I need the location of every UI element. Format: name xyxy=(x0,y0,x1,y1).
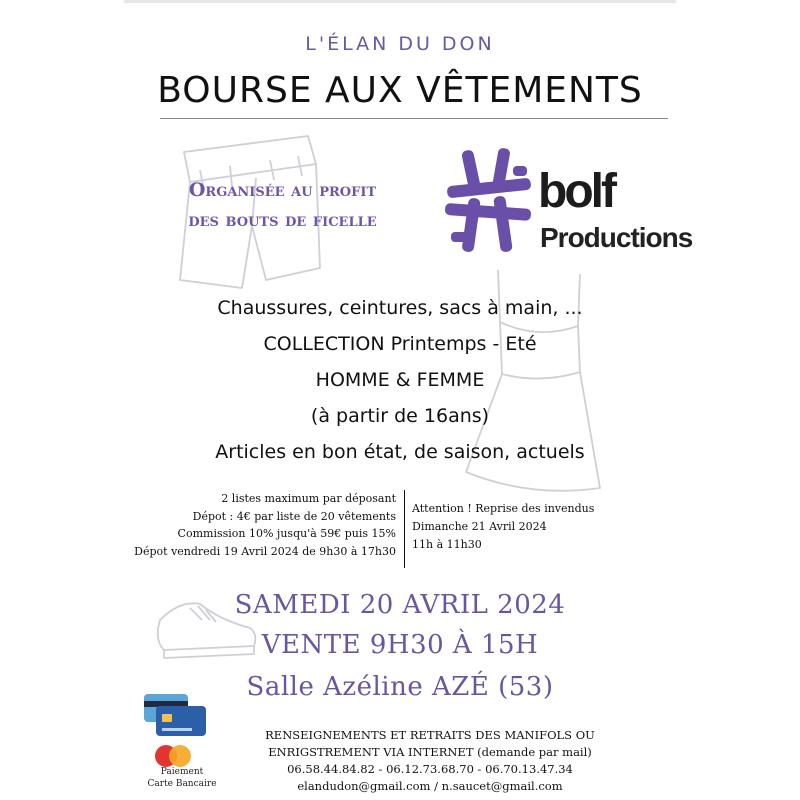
info-line: ENRIGSTREMENT VIA INTERNET (demande par mail) xyxy=(268,745,592,759)
payment-line-2: Carte Bancaire xyxy=(147,779,217,789)
contact-info xyxy=(220,727,640,795)
partner-logo-subtitle: Productions xyxy=(540,222,693,253)
event-date: SAMEDI 20 AVRIL 2024 xyxy=(234,590,566,620)
title-divider xyxy=(160,118,668,119)
page-title: BOURSE AUX VÊTEMENTS xyxy=(157,70,643,111)
event-sale-hours: VENTE 9H30 À 15H xyxy=(261,630,539,660)
returns-info xyxy=(412,500,612,554)
beneficiary-line-2: des bouts de ficelle xyxy=(188,209,377,231)
item-line: (à partir de 16ans) xyxy=(310,405,490,427)
returns-line: Attention ! Reprise des invendus xyxy=(412,502,595,515)
beneficiary-line-1: Organisée au profit xyxy=(188,179,377,201)
payment-line-1: Paiement xyxy=(160,767,204,777)
credit-cards-icon xyxy=(140,690,212,768)
item-line: Articles en bon état, de saison, actuels xyxy=(215,441,585,463)
conditions-divider xyxy=(404,490,405,568)
item-line: Chaussures, ceintures, sacs à main, ... xyxy=(217,297,583,319)
event-venue: Salle Azéline AZÉ (53) xyxy=(246,672,554,702)
info-emails: elandudon@gmail.com / n.saucet@gmail.com xyxy=(297,779,563,793)
beneficiary xyxy=(150,175,415,235)
info-line: RENSEIGNEMENTS ET RETRAITS DES MANIFOLS OU xyxy=(265,728,595,742)
organisation-name: L'ÉLAN DU DON xyxy=(305,33,495,55)
info-phone-numbers: 06.58.44.84.82 - 06.12.73.68.70 - 06.70.13.47.34 xyxy=(287,762,573,776)
top-border xyxy=(124,0,676,3)
deposit-conditions xyxy=(120,490,396,560)
weave-logo-icon xyxy=(443,146,535,256)
item-line: HOMME & FEMME xyxy=(315,369,485,391)
partner-logo-brand: bolf xyxy=(538,165,614,218)
returns-line: 11h à 11h30 xyxy=(412,538,482,551)
payment-label xyxy=(140,766,224,790)
condition-line: Commission 10% jusqu'à 59€ puis 15% xyxy=(177,527,396,540)
items-list xyxy=(160,290,640,470)
condition-line: Dépot : 4€ par liste de 20 vêtements xyxy=(192,509,396,523)
condition-line: Dépot vendredi 19 Avril 2024 de 9h30 à 17h30 xyxy=(134,544,396,558)
item-line: COLLECTION Printemps - Eté xyxy=(263,333,537,355)
condition-line: 2 listes maximum par déposant xyxy=(221,492,396,505)
returns-line: Dimanche 21 Avril 2024 xyxy=(412,520,547,533)
